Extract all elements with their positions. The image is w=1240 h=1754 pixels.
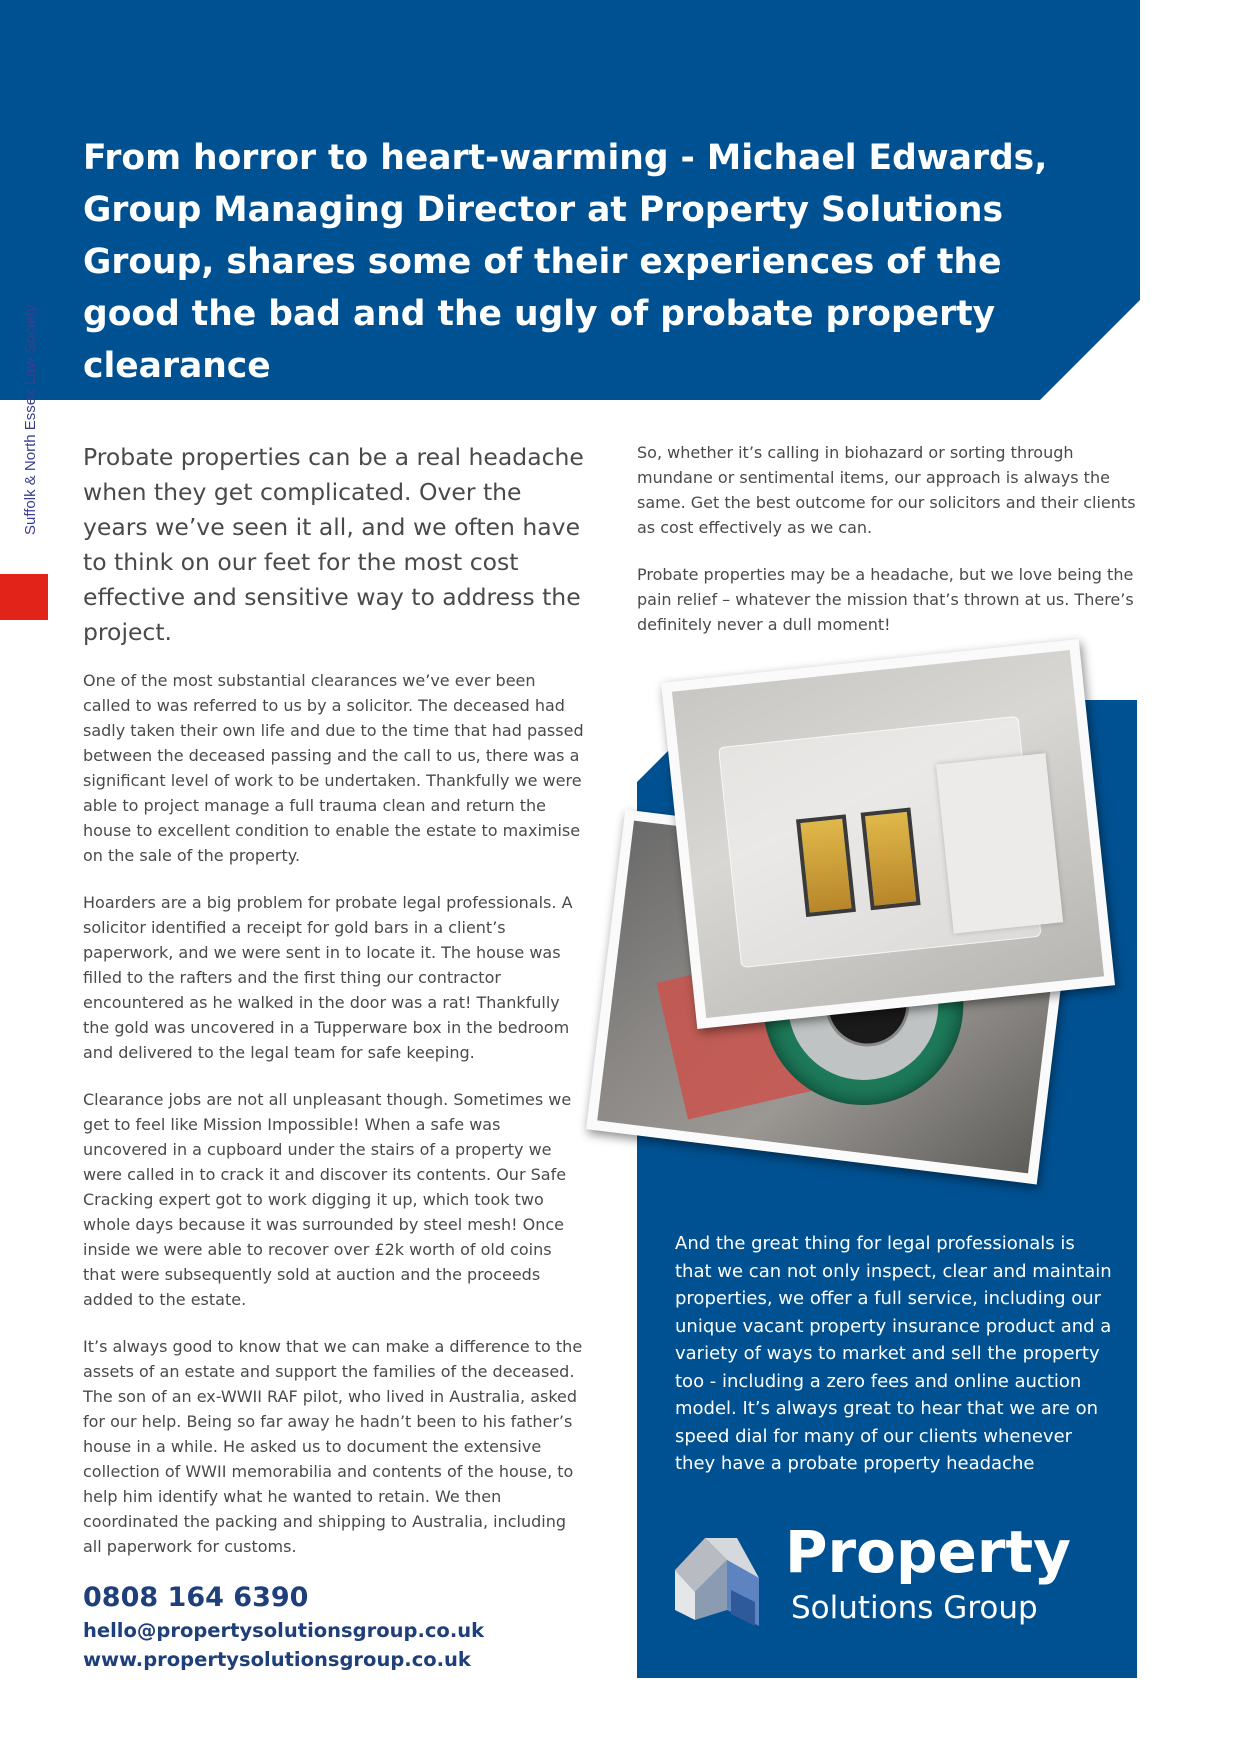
website-link[interactable]: www.propertysolutionsgroup.co.uk [83, 1648, 471, 1671]
paragraph-safe-cracking: Clearance jobs are not all unpleasant though. Sometimes we get to feel like Mission Impossible! When a safe was uncovered in a cupboard under the stairs of a property we were called in to crack it and discover its contents. Our Safe Cracking expert got to work digging it up, which took two whole days because it was surrounded by steel mesh! Once inside we were able to recover over £2k worth of old coins that were subsequently sold at auction and the proceeds added to the estate. [83, 1090, 572, 1309]
side-label: Suffolk & North Essex Law Society [22, 304, 39, 535]
paragraph-trauma-clean: One of the most substantial clearances we’ve ever been called to was referred to us by a solicitor. The deceased had sadly taken their own life and due to the time that had passed between the deceased passing and the call to us, there was a significant level of work to be undertaken. Thankfully we were able to project manage a full trauma clean and return the house to excellent condition to enable the estate to maximise on the sale of the property. [83, 671, 584, 865]
contact-block [83, 1580, 484, 1674]
article-left-column [83, 440, 588, 1581]
paragraph-pain-relief: Probate properties may be a headache, but we love being the pain relief – whatever the mission that’s thrown at us. There’s definitely never a dull moment! [637, 565, 1134, 634]
article-right-column [637, 440, 1137, 659]
gold-bars-photo-image [672, 650, 1104, 1018]
gold-bar-icon [861, 808, 921, 911]
company-logo [675, 1520, 1095, 1630]
logo-subtitle: Solutions Group [791, 1590, 1038, 1626]
logo-wordmark: Property [785, 1518, 1071, 1586]
headline: From horror to heart-warming - Michael Edwards, Group Managing Director at Property Solutions Group, shares some of their experiences of the good the bad and the ugly of probate property clearance [83, 138, 1048, 386]
phone-number[interactable]: 0808 164 6390 [83, 1582, 309, 1613]
panel-paragraph: And the great thing for legal professionals is that we can not only inspect, clear and maintain properties, we offer a full service, including our unique vacant property insurance product and a variety of ways to market and sell the property too - including a zero fees and online auction model. It’s always great to hear that we are on speed dial for many of our clients whenever they have a probate property headache [675, 1233, 1112, 1474]
gold-bar-icon [796, 814, 856, 917]
gold-bars-photo [661, 639, 1115, 1029]
paragraph-hoarders: Hoarders are a big problem for probate legal professionals. A solicitor identified a receipt for gold bars in a client’s paperwork, and we were sent in to locate it. The house was filled to the rafters and the first thing our contractor encountered as he walked in the door was a rat! Thankfully the gold was uncovered in a Tupperware box in the bedroom and delivered to the legal team for safe keeping. [83, 893, 573, 1062]
house-logo-icon [675, 1530, 775, 1630]
bundle-shape [936, 753, 1063, 934]
email-link[interactable]: hello@propertysolutionsgroup.co.uk [83, 1619, 485, 1642]
paragraph-wwii-collection: It’s always good to know that we can make a difference to the assets of an estate and support the families of the deceased. The son of an ex-WWII RAF pilot, who lived in Australia, asked for our help. Being so far away he hadn’t been to his father’s house in a while. He asked us to document the extensive collection of WWII memorabilia and contents of the house, to help him identify what he wanted to retain. We then coordinated the packing and shipping to Australia, including all paperwork for customs. [83, 1337, 583, 1556]
red-tab-marker [0, 574, 48, 620]
intro-paragraph: Probate properties can be a real headache when they get complicated. Over the years we’ve seen it all, and we often have to think on our feet for the most cost effective and sensitive way to address the project. [83, 443, 584, 646]
paragraph-approach: So, whether it’s calling in biohazard or sorting through mundane or sentimental items, our approach is always the same. Get the best outcome for our solicitors and their clients as cost effectively as we can. [637, 443, 1136, 537]
